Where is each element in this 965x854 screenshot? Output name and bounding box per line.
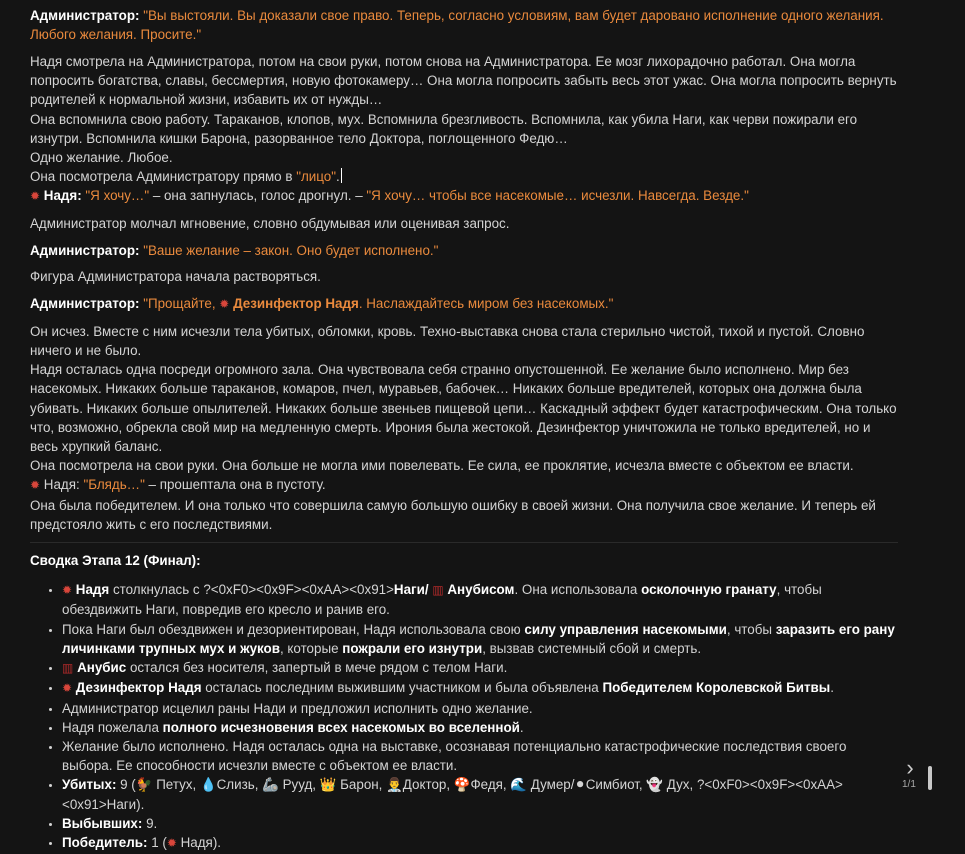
list-text: , чтобы bbox=[726, 621, 776, 637]
quote bbox=[143, 296, 613, 311]
list-text: Думер/ bbox=[530, 777, 575, 793]
wave-icon: 🌊 bbox=[510, 777, 528, 793]
narration-text: – прошептала она в пустоту. bbox=[144, 477, 326, 493]
narration-line: Она посмотрела Администратору прямо в bbox=[30, 169, 297, 185]
list-text: Симбиот, bbox=[585, 777, 647, 793]
list-text: осталась последним выжившим участником и была объявлена bbox=[201, 680, 603, 696]
bug-icon: ✹ bbox=[166, 835, 177, 850]
list-text: ). bbox=[212, 834, 221, 850]
narration-text: – она запнулась, голос дрогнул. – bbox=[149, 188, 367, 204]
bug-icon: ✹ bbox=[62, 583, 73, 598]
quote: "Я хочу… чтобы все насекомые… исчезли. Навсегда. Везде." bbox=[366, 188, 749, 204]
list-item bbox=[62, 658, 898, 678]
list-text: Дух, ?<0xF0><0x9F><0xAA><0x91>Наги). bbox=[62, 777, 843, 812]
admin-line-3 bbox=[30, 294, 898, 314]
speaker-label: Администратор: bbox=[30, 242, 140, 258]
chevron-right-icon[interactable]: › bbox=[906, 755, 914, 780]
text-cursor bbox=[341, 168, 342, 183]
list-item bbox=[62, 580, 898, 619]
list-text: Петух, bbox=[156, 777, 200, 793]
narration-line: Она посмотрела на свои руки. Она больше не могла ими повелевать. Ее сила, ее проклятие, исчезла вместе с объектом ее власти. bbox=[30, 458, 854, 474]
narration-line: Он исчез. Вместе с ним исчезли тела убитых, обломки, кровь. Техно-выставка снова стала стерильно чистой, тихой и пустой. Словно ничего и не было. bbox=[30, 323, 865, 359]
bold-text: полного исчезновения всех насекомых во вселенной bbox=[162, 719, 520, 735]
list-text: , которые bbox=[279, 640, 343, 656]
narration-line: Фигура Администратора начала растворяться. bbox=[30, 269, 321, 285]
speaker-label: Надя: bbox=[43, 188, 82, 204]
list-item-eliminated bbox=[62, 814, 898, 833]
message-content bbox=[30, 6, 898, 853]
bug-icon: ✹ bbox=[30, 189, 41, 204]
bold-name: Анубисом bbox=[447, 582, 515, 598]
list-item bbox=[62, 678, 898, 698]
quote: "Ваше желание – закон. Оно будет исполнено." bbox=[143, 242, 439, 258]
bold-text: силу управления насекомыми bbox=[524, 621, 727, 637]
bold-label: Убитых: bbox=[62, 777, 117, 793]
black-circle-icon: ⚫ bbox=[574, 777, 586, 793]
punctuation: . bbox=[335, 169, 340, 185]
rooster-icon: 🐓 bbox=[135, 777, 153, 793]
ghost-icon: 👻 bbox=[646, 777, 664, 793]
list-text: Барон, bbox=[340, 777, 387, 793]
doctor-icon: 👨‍⚕️ bbox=[386, 777, 403, 793]
list-item-killed bbox=[62, 775, 898, 813]
speaker-label: Администратор: bbox=[30, 296, 140, 312]
summary-list bbox=[30, 580, 898, 853]
bug-icon: ✹ bbox=[219, 297, 230, 312]
narration-line: Она вспомнила свою работу. Тараканов, клопов, мух. Вспомнила брезгливость. Вспомнила, как убила Наги, как черви пожирали его изнутри. Вспомнила кишки Барона, разорванное тело Доктора, поглощенного Федю… bbox=[30, 111, 858, 146]
list-text: остался без носителя, запертый в мече рядом с телом Наги. bbox=[126, 660, 508, 676]
list-text: 9 ( bbox=[116, 777, 136, 793]
bold-text: пожрали его изнутри bbox=[342, 640, 483, 656]
narration-line: Администратор молчал мгновение, словно обдумывая или оценивая запрос. bbox=[30, 216, 510, 232]
quote: "лицо" bbox=[296, 169, 336, 185]
quote: "Я хочу…" bbox=[85, 188, 150, 204]
list-item-winner bbox=[62, 833, 898, 853]
name-highlight: Дезинфектор Надя bbox=[233, 296, 359, 312]
bold-name: Дезинфектор Надя bbox=[75, 680, 202, 696]
bold-text: Победителем Королевской Битвы bbox=[602, 680, 831, 696]
bold-text: осколочную гранату bbox=[641, 582, 777, 598]
list-text: Рууд, bbox=[282, 777, 320, 793]
list-text: столкнулась с ?<0xF0><0x9F><0xAA><0x91> bbox=[109, 582, 394, 598]
red-banner-icon: ▥ bbox=[62, 661, 74, 676]
quote-text: "Прощайте, bbox=[143, 296, 220, 312]
list-text: . bbox=[519, 719, 524, 735]
bold-name: Анубис bbox=[77, 660, 127, 676]
list-text: . bbox=[830, 680, 834, 696]
quote: "Вы выстояли. Вы доказали свое право. Теперь, согласно условиям, вам будет даровано исполнение одного желания. Любого желания. Просите." bbox=[30, 8, 884, 43]
divider bbox=[30, 542, 898, 543]
list-text: 9. bbox=[142, 815, 158, 831]
list-text: Слизь, bbox=[216, 777, 263, 793]
bold-name: Наги/ bbox=[393, 582, 429, 598]
list-text: Надя пожелала bbox=[62, 719, 163, 735]
robot-arm-icon: 🦾 bbox=[262, 777, 279, 793]
narration-line: Она была победителем. И она только что совершила самую большую ошибку в своей жизни. Она получила свое желание. И теперь ей предстояло жить с его последствиями. bbox=[30, 497, 876, 532]
list-item: • Администратор исцелил раны Нади и предложил исполнить одно желание. bbox=[62, 699, 898, 718]
page-indicator: 1/1 bbox=[902, 779, 916, 790]
narration-block-2 bbox=[30, 322, 898, 534]
list-text: , чтобы обездвижить Наги, повредив его кресло и ранив его. bbox=[62, 582, 822, 618]
mushroom-icon: 🍄 bbox=[453, 777, 471, 793]
red-banner-icon: ▥ bbox=[432, 583, 444, 598]
list-text: Надя bbox=[180, 834, 213, 850]
speaker-label: Администратор: bbox=[30, 8, 140, 23]
list-text: Федя, bbox=[470, 777, 511, 793]
list-text: 1 ( bbox=[147, 834, 167, 850]
list-text: . Она использовала bbox=[514, 582, 642, 598]
list-item bbox=[62, 718, 898, 737]
bold-label: Выбывших: bbox=[62, 815, 143, 831]
list-text: Пока Наги был обездвижен и дезориентирован, Надя использовала свою bbox=[62, 621, 525, 637]
scrollbar-thumb[interactable] bbox=[928, 766, 932, 790]
summary-title: Сводка Этапа 12 (Финал): bbox=[30, 553, 201, 569]
narration-line: Надя смотрела на Администратора, потом на свои руки, потом снова на Администратора. Ее мозг лихорадочно работал. Она могла попросить богатства, славы, бессмертия, новую фотокамеру… Она могла попросить забыть весь этот ужас. Она могла попросить вернуть родителей к нормальной жизни, избавить их от нужды… bbox=[30, 53, 897, 108]
droplet-icon: 💧 bbox=[199, 777, 217, 793]
crown-icon: 👑 bbox=[319, 777, 337, 793]
narration-line: Одно желание. Любое. bbox=[30, 149, 173, 165]
bug-icon: ✹ bbox=[30, 478, 41, 493]
bold-text: заразить его рану личинками трупных мух и жуков bbox=[62, 621, 895, 656]
bold-label: Победитель: bbox=[62, 834, 148, 850]
list-item: • Желание было исполнено. Надя осталась одна на выставке, осознавая потенциально катастрофические последствия своего выбора. Ее способности исчезли вместе с объектом ее власти. bbox=[62, 737, 898, 775]
narration-line: Надя осталась одна посреди огромного зала. Она чувствовала себя странно опустошенной. Ее желание было исполнено. Мир без насекомых. Никаких больше тараканов, комаров, пчел, муравьев, бабочек… Никаких больше вредителей, которых она должна была убивать. Никаких больше опылителей. Никаких больше звеньев пищевой цепи… Каскадный эффект будет катастрофическим. Она только что, возможно, обрекла свой мир на медленную смерть. Ирония была жестокой. Дезинфектор уничтожила не только вредителей, но и весь хрупкий баланс. bbox=[30, 362, 897, 455]
admin-line-2 bbox=[30, 241, 898, 260]
quote: "Блядь…" bbox=[83, 477, 145, 493]
bug-icon: ✹ bbox=[62, 681, 73, 696]
list-text: Доктор, bbox=[402, 777, 454, 793]
bold-name: Надя bbox=[75, 582, 110, 598]
admin-line-1 bbox=[30, 6, 898, 44]
speaker-label: Надя: bbox=[43, 477, 80, 493]
narration-block-1 bbox=[30, 52, 898, 207]
list-text: , вызвав системный сбой и смерть. bbox=[482, 640, 702, 656]
quote-text: . Наслаждайтесь миром без насекомых." bbox=[358, 296, 614, 312]
list-item bbox=[62, 620, 898, 658]
